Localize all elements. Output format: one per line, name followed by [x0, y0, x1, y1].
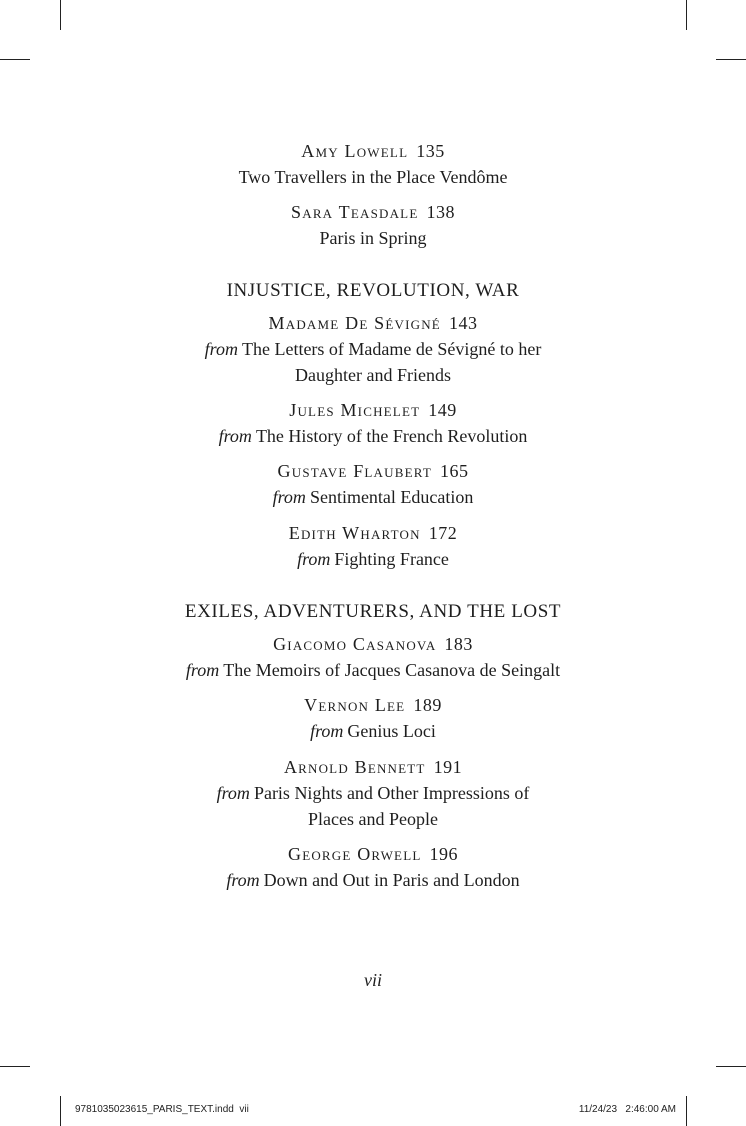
page-folio: vii — [364, 970, 382, 990]
author-name: George Orwell 196 — [288, 844, 458, 864]
author-name: Sara Teasdale 138 — [291, 202, 455, 222]
author-name: Edith Wharton 172 — [288, 523, 458, 543]
toc-entry — [0, 841, 746, 893]
work-title: Places and People — [308, 809, 438, 829]
section-heading: EXILES, ADVENTURERS, AND THE LOST — [184, 601, 562, 622]
toc-entry — [0, 310, 746, 388]
toc-entry — [0, 631, 746, 683]
section-heading: INJUSTICE, REVOLUTION, WAR — [226, 280, 520, 301]
slug-page: vii — [239, 1104, 249, 1115]
crop-mark — [60, 0, 61, 30]
page-number: 189 — [413, 695, 442, 715]
page-number: 172 — [428, 523, 458, 543]
page-number: 165 — [439, 461, 469, 481]
author-name: Jules Michelet 149 — [289, 400, 457, 420]
toc-entry — [0, 754, 746, 832]
slug-timestamp — [579, 1104, 676, 1115]
slug-time: 2:46:00 AM — [625, 1104, 676, 1115]
crop-mark — [686, 1096, 687, 1126]
toc-entry — [0, 138, 746, 190]
work-title: from Fighting France — [297, 549, 449, 569]
work-title: Paris in Spring — [319, 228, 427, 248]
crop-mark — [686, 0, 687, 30]
work-title: from The Memoirs of Jacques Casanova de Seingalt — [185, 660, 561, 680]
toc-entry — [0, 692, 746, 744]
slug-file — [75, 1104, 249, 1115]
page-number: 135 — [416, 141, 445, 161]
work-title: from Paris Nights and Other Impressions of — [216, 783, 530, 803]
work-title: Two Travellers in the Place Vendôme — [238, 167, 508, 187]
toc-entry — [0, 458, 746, 510]
page-number: 143 — [448, 313, 478, 333]
toc-entry — [0, 199, 746, 251]
crop-mark — [60, 1096, 61, 1126]
work-title: from Sentimental Education — [272, 487, 474, 507]
crop-mark — [716, 1066, 746, 1067]
author-name: Arnold Bennett 191 — [283, 757, 463, 777]
page-number: 138 — [426, 202, 455, 222]
work-title: from The History of the French Revolution — [218, 426, 528, 446]
page-number: 191 — [433, 757, 463, 777]
page-number: 149 — [428, 400, 457, 420]
author-name: Gustave Flaubert 165 — [277, 461, 469, 481]
crop-mark — [716, 59, 746, 60]
crop-mark — [0, 59, 30, 60]
crop-mark — [0, 1066, 30, 1067]
author-name: Amy Lowell 135 — [301, 141, 445, 161]
author-name: Giacomo Casanova 183 — [273, 634, 473, 654]
slug-filename: 9781035023615_PARIS_TEXT.indd — [75, 1104, 234, 1115]
work-title: from Genius Loci — [310, 721, 436, 741]
page-number: 183 — [444, 634, 473, 654]
toc-entry — [0, 397, 746, 449]
slug-date: 11/24/23 — [578, 1104, 618, 1115]
page-number: 196 — [429, 844, 458, 864]
author-name: Vernon Lee 189 — [304, 695, 442, 715]
work-title: from The Letters of Madame de Sévigné to her — [204, 339, 542, 359]
work-title: from Down and Out in Paris and London — [226, 870, 520, 890]
author-name: Madame De Sévigné 143 — [268, 313, 478, 333]
work-title: Daughter and Friends — [295, 365, 451, 385]
toc-entry — [0, 520, 746, 572]
